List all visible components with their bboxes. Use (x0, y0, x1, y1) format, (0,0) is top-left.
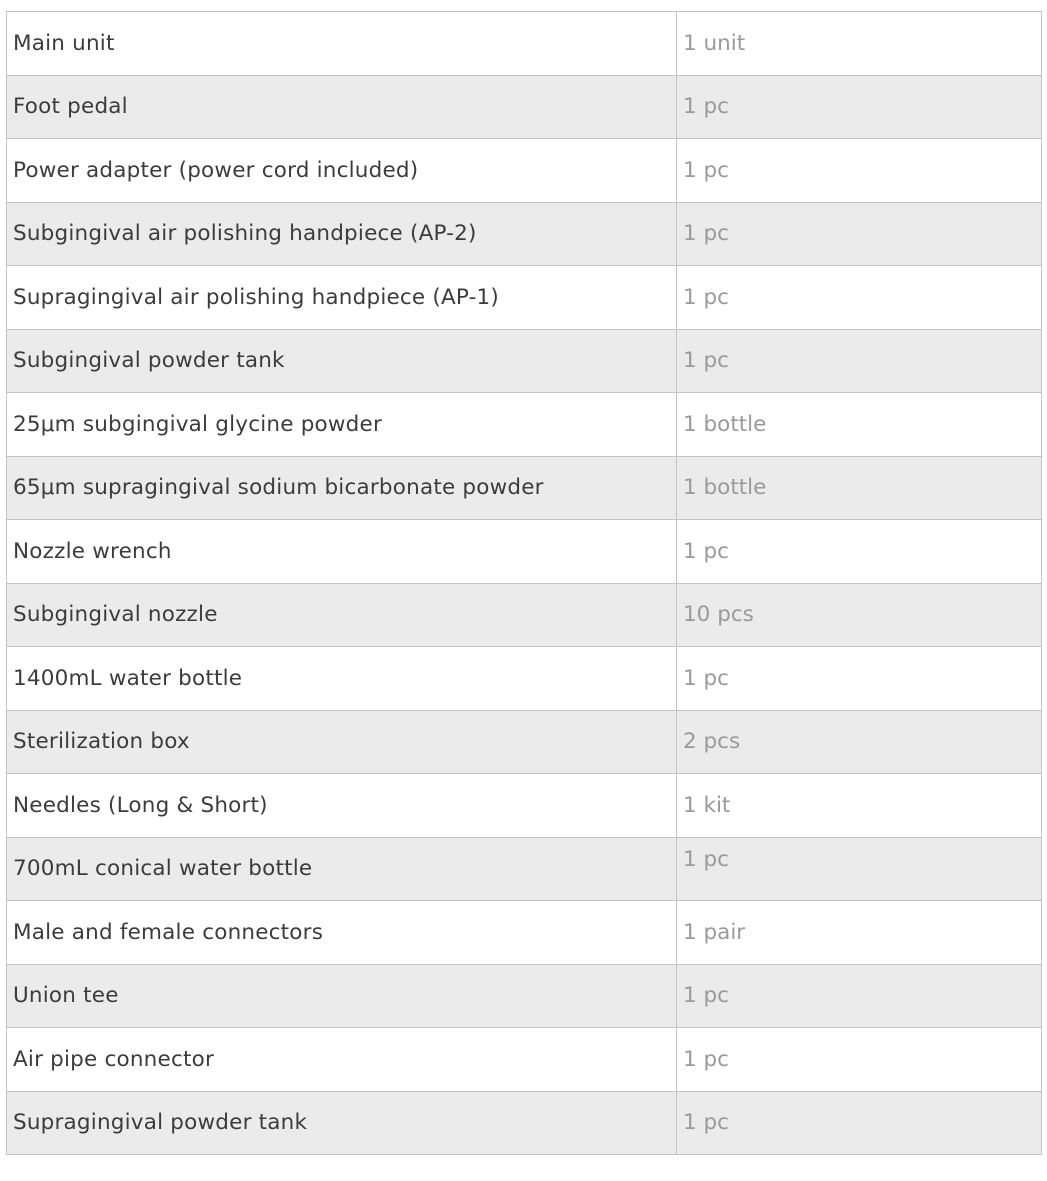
item-quantity: 1 kit (677, 774, 1042, 838)
item-quantity: 1 bottle (677, 393, 1042, 457)
item-quantity: 1 pc (677, 139, 1042, 203)
table-row (7, 774, 1042, 838)
item-quantity: 10 pcs (677, 583, 1042, 647)
item-name: 1400mL water bottle (7, 647, 677, 711)
table-row (7, 837, 1042, 901)
table-row (7, 75, 1042, 139)
item-name: Foot pedal (7, 75, 677, 139)
item-name: Union tee (7, 964, 677, 1028)
table-row (7, 1091, 1042, 1155)
item-name: Needles (Long & Short) (7, 774, 677, 838)
item-quantity: 1 pc (677, 837, 1042, 901)
item-quantity: 1 pc (677, 75, 1042, 139)
item-name: Nozzle wrench (7, 520, 677, 584)
table-row (7, 901, 1042, 965)
item-name: Supragingival powder tank (7, 1091, 677, 1155)
item-name: Sterilization box (7, 710, 677, 774)
table-row (7, 393, 1042, 457)
table-row (7, 647, 1042, 711)
packing-list-table (6, 11, 1042, 1155)
item-quantity: 1 pc (677, 520, 1042, 584)
item-name: Subgingival nozzle (7, 583, 677, 647)
item-quantity: 1 bottle (677, 456, 1042, 520)
item-name: Supragingival air polishing handpiece (AP-1) (7, 266, 677, 330)
item-name: 65μm supragingival sodium bicarbonate powder (7, 456, 677, 520)
table-row (7, 266, 1042, 330)
item-quantity: 1 pair (677, 901, 1042, 965)
item-quantity: 1 pc (677, 266, 1042, 330)
item-name: Subgingival powder tank (7, 329, 677, 393)
item-quantity: 1 pc (677, 1091, 1042, 1155)
item-name: Air pipe connector (7, 1028, 677, 1092)
item-name: 700mL conical water bottle (7, 837, 677, 901)
table-row (7, 964, 1042, 1028)
item-quantity: 2 pcs (677, 710, 1042, 774)
item-quantity: 1 pc (677, 1028, 1042, 1092)
item-quantity: 1 pc (677, 964, 1042, 1028)
table-row (7, 139, 1042, 203)
packing-list-body (7, 12, 1042, 1155)
table-row (7, 202, 1042, 266)
item-name: Subgingival air polishing handpiece (AP-2) (7, 202, 677, 266)
table-row (7, 583, 1042, 647)
item-quantity: 1 pc (677, 647, 1042, 711)
table-row (7, 12, 1042, 76)
table-row (7, 329, 1042, 393)
item-quantity: 1 pc (677, 329, 1042, 393)
item-name: 25μm subgingival glycine powder (7, 393, 677, 457)
item-name: Male and female connectors (7, 901, 677, 965)
table-row (7, 1028, 1042, 1092)
table-row (7, 710, 1042, 774)
table-row (7, 456, 1042, 520)
item-quantity: 1 pc (677, 202, 1042, 266)
item-name: Power adapter (power cord included) (7, 139, 677, 203)
table-row (7, 520, 1042, 584)
item-quantity: 1 unit (677, 12, 1042, 76)
item-name: Main unit (7, 12, 677, 76)
